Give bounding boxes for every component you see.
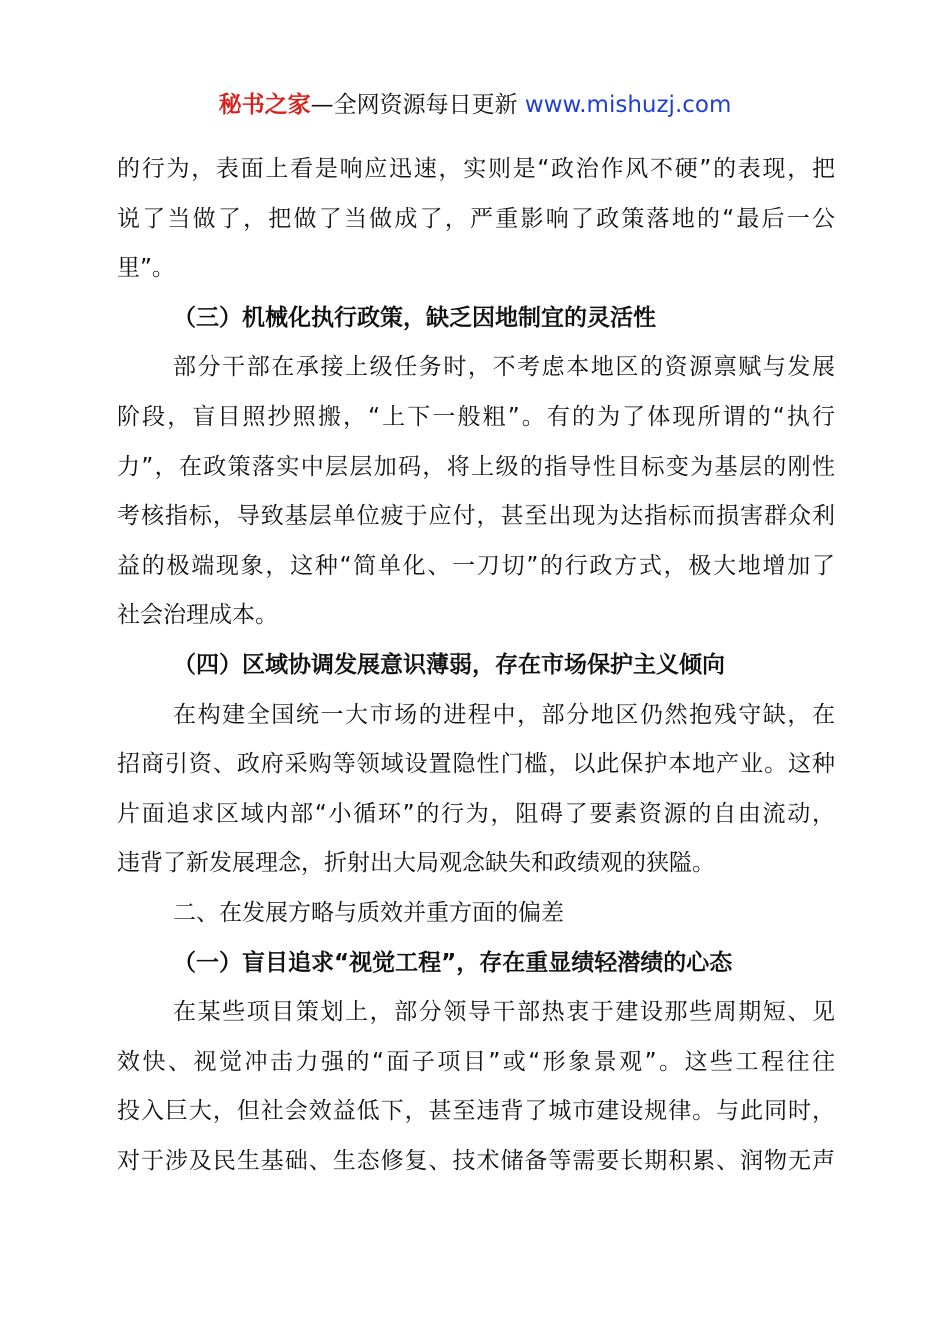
section-heading-3: （三）机械化执行政策，缺乏因地制宜的灵活性 (173, 304, 656, 331)
paragraph-line: 考核指标，导致基层单位疲于应付，甚至出现为达指标而损害群众利 (117, 503, 835, 530)
site-brand: 秘书之家 (218, 92, 311, 118)
paragraph-line: 在某些项目策划上，部分领导干部热衷于建设那些周期短、见 (173, 999, 835, 1026)
paragraph-line: 阶段，盲目照抄照搬，“上下一般粗”。有的为了体现所谓的“执行 (117, 403, 835, 430)
paragraph-line: 益的极端现象，这种“简单化、一刀切”的行政方式，极大地增加了 (117, 552, 835, 579)
paragraph-line: 效快、视觉冲击力强的“面子项目”或“形象景观”。这些工程往往 (117, 1048, 835, 1075)
document-body (117, 145, 835, 1186)
paragraph-line: 在构建全国统一大市场的进程中，部分地区仍然抱残守缺，在 (173, 701, 835, 728)
paragraph-line: 力”，在政策落实中层层加码，将上级的指导性目标变为基层的刚性 (117, 453, 835, 480)
site-header (0, 88, 950, 122)
chapter-heading-2: 二、在发展方略与质效并重方面的偏差 (173, 899, 564, 926)
section-heading-4: （四）区域协调发展意识薄弱，存在市场保护主义倾向 (173, 651, 725, 678)
site-url-link[interactable]: www.mishuzj.com (524, 92, 732, 118)
paragraph-line: 片面追求区域内部“小循环”的行为，阻碍了要素资源的自由流动， (117, 800, 835, 827)
paragraph-line: 里”。 (117, 255, 175, 282)
paragraph-line: 违背了新发展理念，折射出大局观念缺失和政绩观的狭隘。 (117, 850, 715, 877)
paragraph-line: 投入巨大，但社会效益低下，甚至违背了城市建设规律。与此同时， (117, 1098, 835, 1125)
paragraph-line: 说了当做了，把做了当做成了，严重影响了政策落地的“最后一公 (117, 205, 835, 232)
paragraph-line: 的行为，表面上看是响应迅速，实则是“政治作风不硬”的表现，把 (117, 156, 835, 182)
site-tagline: —全网资源每日更新 (310, 92, 525, 118)
paragraph-line: 社会治理成本。 (117, 602, 278, 629)
section-heading-1: （一）盲目追求“视觉工程”，存在重显绩轻潜绩的心态 (173, 949, 733, 976)
paragraph-line: 对于涉及民生基础、生态修复、技术储备等需要长期积累、润物无声 (117, 1147, 835, 1174)
paragraph-line: 部分干部在承接上级任务时，不考虑本地区的资源禀赋与发展 (173, 354, 835, 381)
paragraph-line: 招商引资、政府采购等领域设置隐性门槛，以此保护本地产业。这种 (117, 751, 835, 778)
